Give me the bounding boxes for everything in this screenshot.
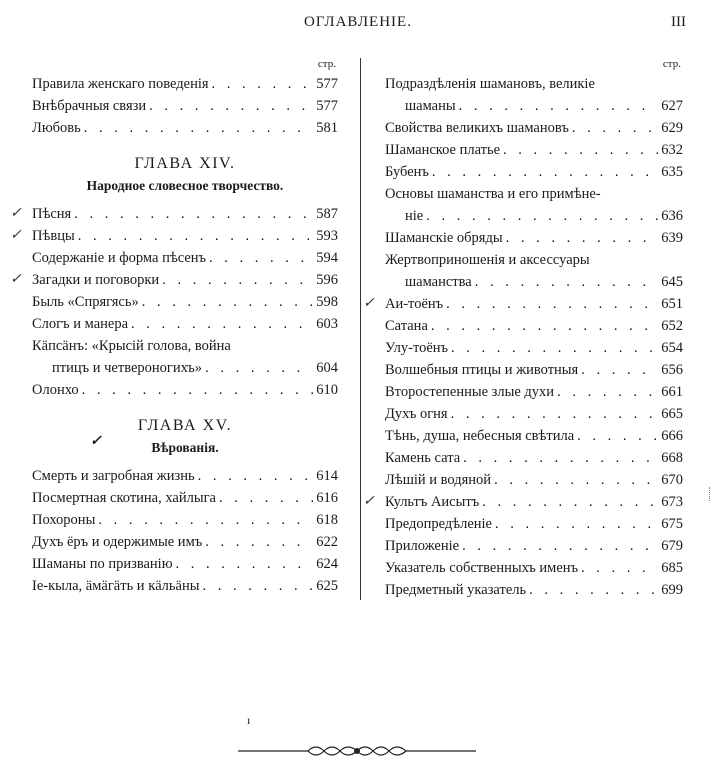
page-column-label: стр. [662,58,681,70]
page-column-label: стр. [317,58,336,70]
toc-entry[interactable] [385,315,683,337]
toc-entry-label: Похороны [32,512,96,528]
toc-entry-label-cont: шаманы [405,98,456,114]
toc-entry-page: 685 [661,560,683,576]
toc-entry-label-cont: шаманства [405,274,472,290]
leader-dots [463,447,658,469]
toc-entry-page: 666 [661,428,683,444]
toc-entry-page: 651 [661,296,683,312]
toc-entry-page: 577 [316,98,338,114]
toc-entry-page: 673 [661,494,683,510]
toc-entry[interactable] [10,225,338,247]
toc-entry[interactable] [32,95,338,117]
chapter-15-subtitle: ✓ Вѣрованія. [32,437,338,459]
toc-entry[interactable] [10,203,338,225]
toc-entry-label: Жертвоприношенія и аксессуары [385,252,590,268]
toc-entry[interactable] [32,509,338,531]
toc-entry-label: Основы шаманства и его примѣне- [385,186,601,202]
leader-dots [506,227,659,249]
toc-entry[interactable] [10,269,338,291]
toc-entry-label: Пѣвцы [32,228,75,244]
leader-dots [577,425,658,447]
toc-entry-page: 603 [316,316,338,332]
toc-entry-label: Свойства великихъ шамановъ [385,120,569,136]
toc-entry-label: Любовь [32,120,81,136]
toc-entry-label: Олонхо [32,382,79,398]
leader-dots [462,535,658,557]
leader-dots [219,487,313,509]
leader-dots [142,291,314,313]
toc-entry[interactable] [32,465,338,487]
toc-entry[interactable] [385,139,683,161]
toc-entry-label: Подраздѣленія шамановъ, великіе [385,76,595,92]
leader-dots [205,357,313,379]
toc-entry[interactable] [385,73,683,117]
chapter-14-subtitle: Народное словесное творчество. [86,178,284,193]
toc-entry[interactable] [32,313,338,335]
toc-entry-label: Улу-тоёнъ [385,340,449,356]
toc-entry[interactable] [32,487,338,509]
toc-entry-label: Шаманы по призванію [32,556,173,572]
leader-dots [475,271,659,293]
toc-entry-label: Предметный указатель [385,582,527,598]
left-column [10,55,338,597]
toc-entry-page: 610 [316,382,338,398]
toc-entry[interactable] [32,379,338,401]
leader-dots [212,73,314,95]
toc-entry[interactable] [385,447,683,469]
toc-entry-label: Указатель собственныхъ именъ [385,560,579,576]
toc-entry-page: 635 [661,164,683,180]
checkmark-icon: ✓ [90,434,102,449]
toc-entry[interactable] [385,469,683,491]
toc-entry-label-cont: ніе [405,208,424,224]
page-header [0,12,716,38]
leader-dots [176,553,314,575]
leader-dots [162,269,313,291]
toc-entry-page: 645 [661,274,683,290]
leader-dots [74,203,313,225]
leader-dots [572,117,658,139]
leader-dots [202,575,313,597]
toc-entry-label: Шаманскіе обряды [385,230,503,246]
leader-dots [451,337,658,359]
toc-entry-label: Приложеніе [385,538,460,554]
leader-dots [209,247,313,269]
toc-entry-label: Лѣшій и водяной [385,472,492,488]
toc-entry[interactable] [385,249,683,293]
toc-entry-page: 598 [316,294,338,310]
leader-dots [446,293,658,315]
column-divider [360,58,361,600]
toc-entry[interactable] [32,575,338,597]
toc-entry-label: Шаманское платье [385,142,501,158]
leader-dots [495,513,658,535]
leader-dots [494,469,658,491]
toc-entry-label: Камень сата [385,450,461,466]
checkmark-icon: ✓ [10,272,22,287]
toc-entry-label: Духъ огня [385,406,448,422]
toc-entry-label: Внѣбрачныя связи [32,98,147,114]
toc-entry-page: 625 [316,578,338,594]
toc-entry[interactable] [363,293,683,315]
toc-entry-page: 581 [316,120,338,136]
toc-entry[interactable] [32,335,338,379]
page-number: III [671,14,686,30]
edge-mark [709,487,714,501]
toc-entry-page: 618 [316,512,338,528]
toc-entry-label: Загадки и поговорки [32,272,160,288]
decorative-rule-icon [238,740,476,762]
right-column [363,55,683,601]
toc-entry-label: Тѣнь, душа, небесныя свѣтила [385,428,575,444]
toc-entry-label: Содержаніе и форма пѣсенъ [32,250,207,266]
toc-entry[interactable] [385,183,683,227]
toc-entry-page: 656 [661,362,683,378]
toc-entry-page: 699 [661,582,683,598]
leader-dots [149,95,313,117]
toc-entry-page: 668 [661,450,683,466]
toc-entry[interactable] [385,227,683,249]
leader-dots [431,315,658,337]
leader-dots [426,205,658,227]
toc-entry[interactable] [32,247,338,269]
checkmark-icon: ✓ [10,206,22,221]
toc-entry-page: 639 [661,230,683,246]
toc-entry[interactable] [385,535,683,557]
toc-entry-page: 652 [661,318,683,334]
toc-entry[interactable] [32,553,338,575]
toc-entry-label: Правила женскаго поведенія [32,76,209,92]
leader-dots [78,225,314,247]
toc-entry-label: Посмертная скотина, хайлыга [32,490,216,506]
toc-entry-label: Волшебныя птицы и животныя [385,362,579,378]
toc-entry-page: 654 [661,340,683,356]
leader-dots [459,95,659,117]
leader-dots [503,139,658,161]
toc-entry[interactable] [385,579,683,601]
toc-entry-label: Смерть и загробная жизнь [32,468,195,484]
toc-entry-page: 614 [316,468,338,484]
toc-entry-label: Бубенъ [385,164,429,180]
toc-entry-label: Духъ ёръ и одержимые имъ [32,534,203,550]
toc-entry[interactable] [385,161,683,183]
leader-dots [98,509,313,531]
leader-dots [529,579,658,601]
chapter-14-title: ГЛАВА XIV. [134,155,236,172]
toc-entry[interactable] [385,359,683,381]
toc-entry-page: 596 [316,272,338,288]
toc-entry[interactable] [385,513,683,535]
toc-entry-label: Іе-кыла, äмäгäть и кäльäны [32,578,200,594]
toc-entry[interactable] [32,531,338,553]
checkmark-icon: ✓ [10,228,22,243]
toc-entry-label: Кäпсäнъ: «Крысій голова, война [32,338,231,354]
toc-entry[interactable] [385,403,683,425]
toc-entry-page: 629 [661,120,683,136]
toc-entry-page: 624 [316,556,338,572]
toc-entry-page: 593 [316,228,338,244]
toc-entry-page: 577 [316,76,338,92]
toc-entry[interactable] [385,337,683,359]
leader-dots [198,465,314,487]
toc-entry-page: 604 [316,360,338,376]
toc-entry-page: 665 [661,406,683,422]
checkmark-icon: ✓ [363,494,375,509]
toc-entry[interactable] [385,557,683,579]
leader-dots [557,381,658,403]
leader-dots [482,491,658,513]
toc-entry-page: 632 [661,142,683,158]
leader-dots [205,531,313,553]
toc-entry-label: Сатана [385,318,428,334]
toc-entry-page: 661 [661,384,683,400]
toc-entry-page: 616 [316,490,338,506]
toc-entry[interactable] [363,491,683,513]
page-title: ОГЛАВЛЕНІЕ. [304,14,412,30]
toc-entry-page: 594 [316,250,338,266]
toc-entry-page: 679 [661,538,683,554]
toc-entry-label-cont: птицъ и четвероногихъ» [52,360,203,376]
toc-entry[interactable] [32,117,338,139]
chapter-15-title: ГЛАВА XV. [137,417,233,434]
leader-dots [131,313,313,335]
toc-entry[interactable] [32,291,338,313]
toc-entry[interactable] [32,73,338,95]
toc-entry-label: Предопредѣленіе [385,516,492,532]
leader-dots [581,359,658,381]
toc-entry-page: 636 [661,208,683,224]
toc-entry-label: Слогъ и манера [32,316,129,332]
leader-dots [451,403,659,425]
toc-entry-label: Пѣсня [32,206,72,222]
toc-entry-label: Быль «Спрягясь» [32,294,139,310]
toc-entry-page: 627 [661,98,683,114]
leader-dots [581,557,658,579]
toc-entry-page: 670 [661,472,683,488]
toc-entry-label: Культъ Аисытъ [385,494,480,510]
toc-entry-page: 587 [316,206,338,222]
toc-entry-page: 622 [316,534,338,550]
toc-entry-label: Аи-тоёнъ [385,296,444,312]
toc-entry[interactable] [385,381,683,403]
leader-dots [432,161,658,183]
toc-entry[interactable] [385,425,683,447]
stray-mark: ı [247,713,251,727]
toc-entry-page: 675 [661,516,683,532]
toc-entry[interactable] [385,117,683,139]
leader-dots [84,117,313,139]
checkmark-icon: ✓ [363,296,375,311]
leader-dots [82,379,314,401]
toc-entry-label: Второстепенные злые духи [385,384,555,400]
